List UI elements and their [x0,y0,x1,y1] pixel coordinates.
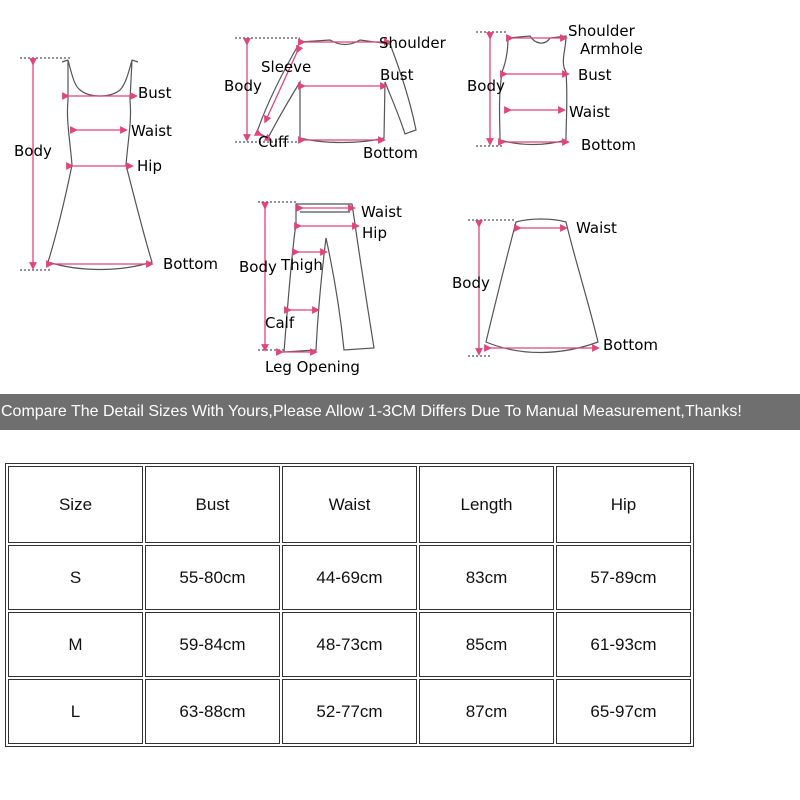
bust-cell: 63-88cm [145,679,280,744]
top-bottom-label: Bottom [363,144,419,162]
hip-cell: 57-89cm [556,545,691,610]
notice-banner [0,394,800,430]
waist-cell: 48-73cm [282,612,417,677]
header-waist: Waist [282,466,417,543]
waist-cell: 44-69cm [282,545,417,610]
length-cell: 85cm [419,612,554,677]
tank-armhole-label: Armhole [580,40,643,58]
pants-waist-label: Waist [361,203,402,221]
top-body-label: Body [224,77,262,95]
skirt-bottom-label: Bottom [603,336,659,354]
bust-cell: 55-80cm [145,545,280,610]
header-size: Size [8,466,143,543]
hip-cell: 61-93cm [556,612,691,677]
top-bust-label: Bust [380,66,414,84]
measurement-diagrams [0,0,800,390]
size-cell: L [8,679,143,744]
tank-bottom-label: Bottom [581,136,637,154]
table-row [8,545,691,610]
garment-sketches [0,0,800,390]
pants-leg-opening-label: Leg Opening [265,358,360,376]
dress-bottom-label: Bottom [163,255,219,273]
top-sketch [235,38,416,143]
pants-calf-label: Calf [265,314,295,332]
tank-body-label: Body [467,77,505,95]
dress-hip-label: Hip [137,157,162,175]
dress-waist-label: Waist [131,122,172,140]
table-row [8,612,691,677]
skirt-measure-lines [479,224,596,352]
skirt-waist-label: Waist [576,219,617,237]
size-cell: M [8,612,143,677]
table-header-row [8,466,691,543]
table-row [8,679,691,744]
dress-sketch [20,58,152,270]
tank-bust-label: Bust [578,66,612,84]
hip-cell: 65-97cm [556,679,691,744]
pants-thigh-label: Thigh [281,256,323,274]
top-shoulder-label: Shoulder [379,34,446,52]
header-length: Length [419,466,554,543]
size-table [5,463,694,747]
tank-shoulder-label: Shoulder [568,22,635,40]
dress-body-label: Body [14,142,52,160]
size-cell: S [8,545,143,610]
header-bust: Bust [145,466,280,543]
notice-text: Compare The Detail Sizes With Yours,Please Allow 1-3CM Differs Due To Manual Measurement,Thanks! [1,403,742,420]
dress-bust-label: Bust [138,84,172,102]
length-cell: 87cm [419,679,554,744]
waist-cell: 52-77cm [282,679,417,744]
pants-body-label: Body [239,258,277,276]
top-measure-lines [247,42,388,140]
dress-measure-lines [33,62,150,266]
skirt-body-label: Body [452,274,490,292]
length-cell: 83cm [419,545,554,610]
top-cuff-label: Cuff [258,133,289,151]
pants-hip-label: Hip [362,224,387,242]
bust-cell: 59-84cm [145,612,280,677]
tank-waist-label: Waist [569,103,610,121]
top-sleeve-label: Sleeve [261,58,312,76]
header-hip: Hip [556,466,691,543]
